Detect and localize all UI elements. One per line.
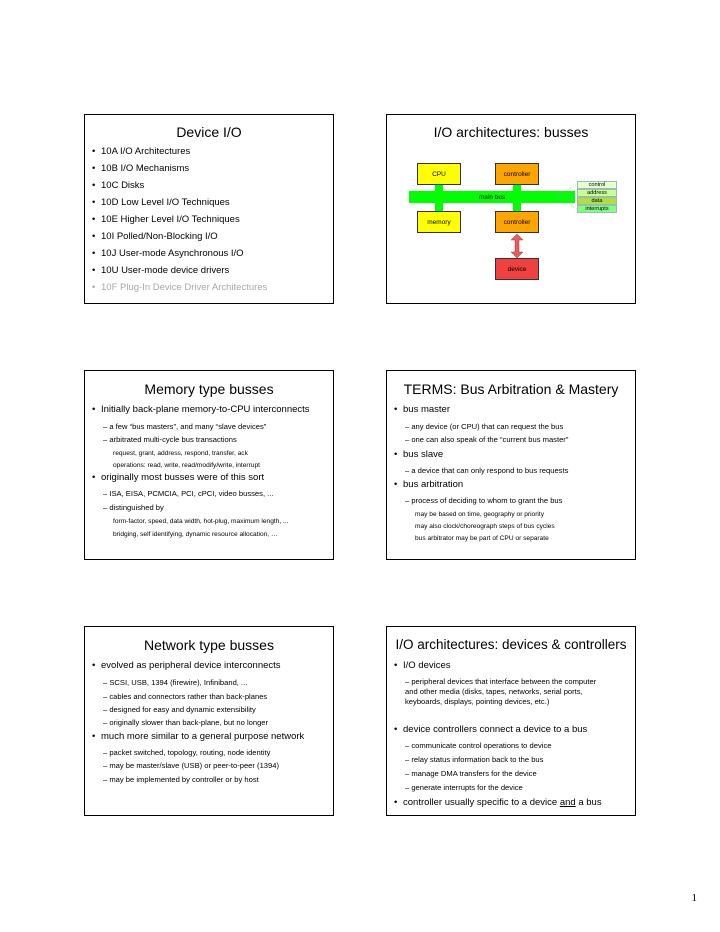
double-arrow-icon	[511, 234, 523, 258]
signal-interrupts: interrupts	[577, 205, 617, 213]
slide-device-io	[84, 114, 334, 304]
sub-item: – communicate control operations to device	[405, 741, 552, 750]
signal-data: data	[577, 197, 617, 205]
controller-bottom-box: controller	[495, 211, 539, 233]
bullet-item: • bus slave	[394, 449, 444, 460]
bullet-item: • 10B I/O Mechanisms	[92, 163, 190, 174]
sub-item: – may be implemented by controller or by host	[103, 775, 259, 784]
sub-item: – SCSI, USB, 1394 (firewire), Infiniband, ...	[103, 678, 248, 687]
bullet-item: • evolved as peripheral device interconnects	[92, 660, 281, 671]
bullet-item: • 10A I/O Architectures	[92, 146, 191, 157]
sub-item: – designed for easy and dynamic extensibility	[103, 705, 256, 714]
sub-item: – arbitrated multi-cycle bus transactions	[103, 435, 237, 444]
slide-title: Device I/O	[176, 124, 242, 140]
sub-item: – ISA, EISA, PCMCIA, PCI, cPCI, video busses, ...	[103, 489, 274, 498]
slide-bus-arbitration	[386, 370, 636, 560]
sub-item: – any device (or CPU) that can request the bus	[405, 422, 564, 431]
sub-item: – process of deciding to whom to grant the bus	[405, 496, 563, 505]
slide-memory-type-busses	[84, 370, 334, 560]
slide-title: I/O architectures: busses	[433, 124, 589, 140]
page-number: 1	[691, 892, 697, 904]
bullet-item: • originally most busses were of this sort	[92, 472, 265, 483]
sub-item: – originally slower than back-plane, but no longer	[103, 718, 269, 727]
sub-item: – peripheral devices that interface between the computer and other media (disks, tapes, networks, serial ports, keyboards, displays, pointing devices, etc.)	[405, 677, 597, 706]
bullet-item: • bus arbitration	[394, 479, 464, 490]
sub-sub-item: form-factor, speed, data width, hot-plug, maximum length, ...	[113, 518, 289, 525]
bullet-item: • Initially back-plane memory-to-CPU interconnects	[92, 404, 310, 415]
slide-title: I/O architectures: devices & controllers	[395, 637, 627, 652]
bullet-item-dimmed: • 10F Plug-In Device Driver Architectures	[92, 282, 268, 293]
sub-sub-item: operations: read, write, read/modify/write, interrupt	[113, 462, 260, 469]
emphasis-and: and	[559, 797, 576, 808]
sub-item: – relay status information back to the bus	[405, 755, 544, 764]
slide-network-type-busses	[84, 626, 334, 816]
bullet-item: • 10E Higher Level I/O Techniques	[92, 214, 240, 225]
sub-item: – distinguished by	[103, 503, 164, 512]
sub-item: – manage DMA transfers for the device	[405, 769, 537, 778]
slide-title: TERMS: Bus Arbitration & Mastery	[403, 381, 619, 397]
signal-control: control	[577, 181, 617, 189]
sub-item: – a device that can only respond to bus requests	[405, 466, 569, 475]
slide-title: Memory type busses	[144, 381, 274, 397]
slide-devices-controllers	[386, 626, 636, 816]
sub-sub-item: may be based on time, geography or priority	[415, 511, 545, 518]
bullet-item: • 10I Polled/Non-Blocking I/O	[92, 231, 218, 242]
sub-item: – packet switched, topology, routing, node identity	[103, 748, 271, 757]
cpu-box: CPU	[417, 163, 461, 185]
sub-item: – a few “bus masters”, and many “slave devices”	[103, 422, 267, 431]
bullet-item: • device controllers connect a device to a bus	[394, 724, 588, 735]
bullet-item: • controller usually specific to a device and a bus	[394, 797, 602, 808]
controller-top-box: controller	[495, 163, 539, 185]
bullet-item: • 10C Disks	[92, 180, 145, 191]
sub-sub-item: bridging, self identifying, dynamic resource allocation, …	[113, 531, 278, 538]
sub-sub-item: may also clock/choreograph steps of bus cycles	[415, 523, 555, 530]
device-box: device	[495, 258, 539, 280]
sub-item: – generate interrupts for the device	[405, 783, 523, 792]
slide-io-architectures-busses	[386, 114, 636, 304]
sub-item: – cables and connectors rather than back-planes	[103, 692, 268, 701]
signal-address: address	[577, 189, 617, 197]
bullet-item: • 10U User-mode device drivers	[92, 265, 230, 276]
memory-box: memory	[417, 211, 461, 233]
sub-item: – one can also speak of the “current bus master”	[405, 435, 569, 444]
sub-sub-item: bus arbitrator may be part of CPU or separate	[415, 535, 549, 542]
bullet-item: • much more similar to a general purpose network	[92, 731, 305, 742]
slide-title: Network type busses	[144, 637, 274, 653]
bullet-item: • 10D Low Level I/O Techniques	[92, 197, 230, 208]
bullet-item: • 10J User-mode Asynchronous I/O	[92, 248, 244, 259]
bullet-item: • I/O devices	[394, 660, 451, 671]
bullet-item: • bus master	[394, 404, 450, 415]
main-bus: main bus	[409, 191, 575, 203]
sub-sub-item: request, grant, address, respond, transfer, ack	[113, 450, 248, 457]
sub-item: – may be master/slave (USB) or peer-to-peer (1394)	[103, 761, 279, 770]
